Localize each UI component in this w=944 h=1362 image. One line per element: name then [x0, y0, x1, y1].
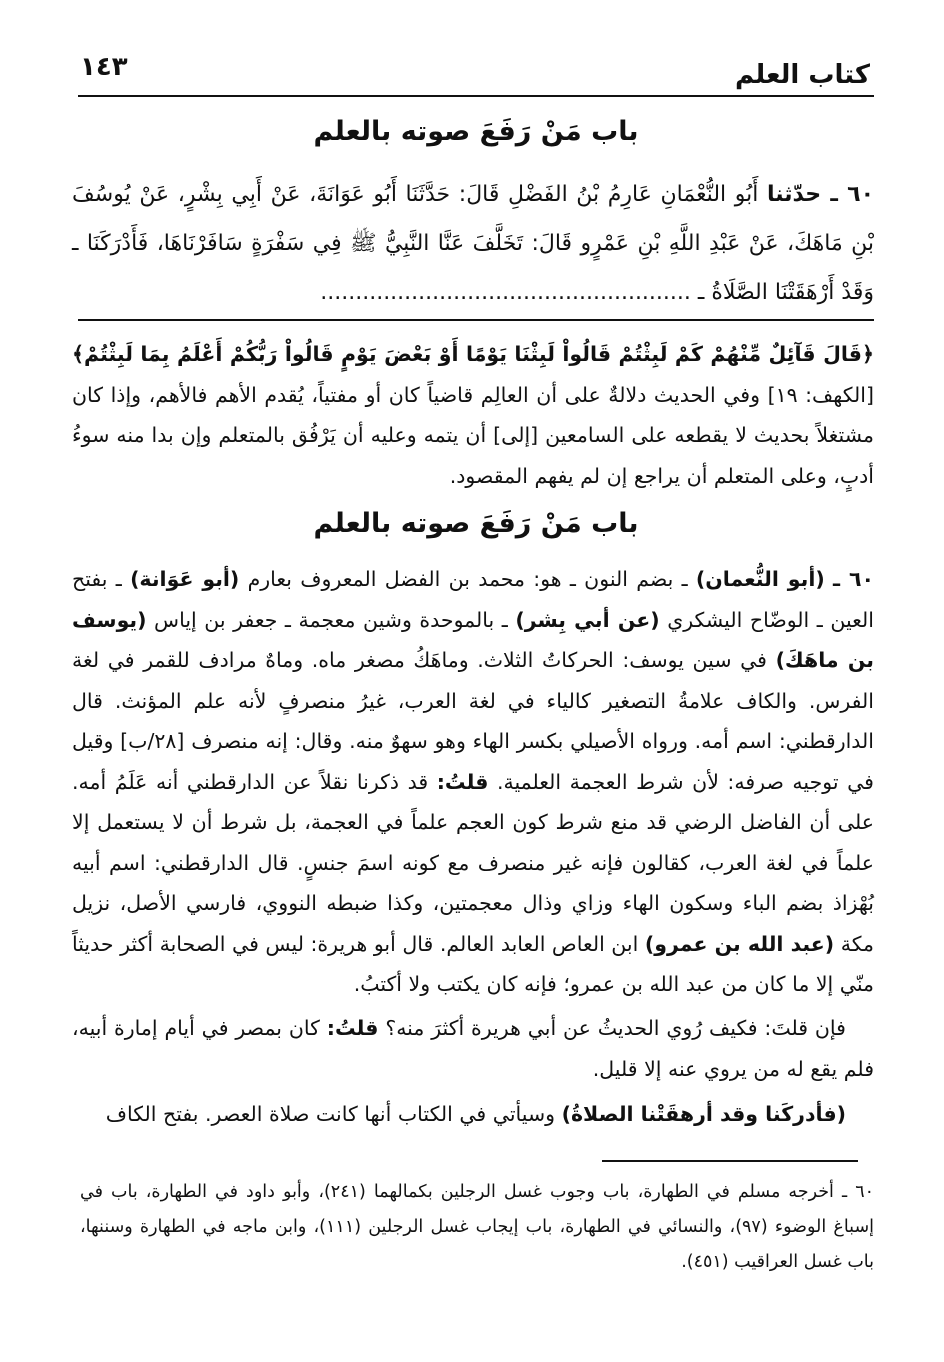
- running-header-title: كتاب العلم: [734, 60, 870, 90]
- lemma: (عبد الله بن عمرو): [644, 931, 835, 956]
- lemma: (فأدركَنا وقد أرهقَتْنا الصلاةُ): [561, 1102, 846, 1126]
- commentary-paragraph-2: [72, 1008, 874, 1089]
- lemma: (أبو النُّعمان): [695, 567, 825, 591]
- gloss: قد ذكرنا نقلاً عن الدارقطني أنه عَلَمُ أمه. على أن الفاضل الرضي قد منع شرط كون العجم علماً في العجمة، بل شرط أن لا يستعمل إلا علماً في لغة العرب، كقالون فإنه غير منصرف مع كونه اسمَ جنسٍ. قال الدارقطني: اسم أبيه بُهْزاذ بضم الباء وسكون الهاء وزاي وذال معجمتين، وكذا ضبطه النووي، فارسي الأصل، نزيل مكة: [72, 769, 874, 956]
- lemma: (يوسف بن ماهَكَ): [72, 607, 874, 672]
- hadith-body: أَبُو النُّعْمَانِ عَارِمُ بْنُ الفَضْلِ قَالَ: حَدَّثَنَا أَبُو عَوَانَةَ، عَنْ أَبِي بِشْرٍ، عَنْ يُوسُفَ بْنِ مَاهَكَ، عَنْ عَبْدِ اللَّهِ بْنِ عَمْرٍو قَالَ: تَخَلَّفَ عَنَّا النَّبِيُّ ﷺ فِي سَفْرَةٍ سَافَرْنَاهَا، فَأَدْرَكَنَا ـ وَقَدْ أَرْهَقَتْنَا الصَّلَاةُ ـ: [72, 182, 874, 305]
- hadith-number: ٦٠ ـ حدّثنا: [766, 182, 874, 207]
- header-rule: [78, 95, 874, 97]
- gloss: وسيأتي في الكتاب أنها كانت صلاة العصر. بفتح الكاف: [105, 1102, 562, 1126]
- gloss: فإن قلتَ: فكيف رُوي الحديثُ عن أبي هريرة أكثرَ منه؟: [378, 1016, 846, 1040]
- hadith-text: [72, 170, 874, 317]
- commentary-chapter-heading: باب مَنْ رَفَعَ صوته بالعلم: [313, 508, 639, 539]
- quran-reference: [الكهف: ١٩]: [767, 382, 874, 407]
- prior-commentary-text: وفي الحديث دلالةٌ على أن العالِم قاضياً كان أو مفتياً، يُقدم الأهم فالأهم، وإذا كان مشتغلاً بحديث لا يقطعه على السامعين [إلى] أن يتمه وعليه أن يَرْفُق بالمتعلم وإن بدا منه سوءُ أدبٍ، وعلى المتعلم أن يراجع إن لم يفهم المقصود.: [72, 382, 874, 488]
- gloss: ـ بفتح العين ـ الوضّاح اليشكري: [72, 567, 874, 632]
- commentary-paragraph-1: [72, 559, 874, 1005]
- hadith-ellipsis: .....................................................: [320, 280, 691, 305]
- gloss: ـ بضم النون ـ هو: محمد بن الفضل المعروف بعارم: [239, 567, 696, 591]
- gloss: ابن العاص العابد العالم. قال أبو هريرة: ليس في الصحابة أكثر حديثاً منّي إلا ما كان من عبد الله بن عمرو؛ فإنه كان يكتب ولا أكتبُ.: [72, 931, 874, 996]
- gloss: في سين يوسف: الحركاتُ الثلاث. وماهَكُ مصغر ماه. وماهٌ مرادف للقمر في لغة الفرس. والكاف علامةُ التصغير كالياء في لغة العرب، غيرُ منصرفٍ لأنه علم المؤنث. قال الدارقطني: اسم أمه. ورواه الأصيلي بكسر الهاء وهو سهوٌ منه. وقال: إنه منصرف [٢٨/ب] وقيل في توجيه صرفه: لأن شرط العجمة العلمية.: [72, 648, 874, 794]
- lemma: (عن أبي بِشر): [515, 607, 660, 632]
- qultu-marker: قلتُ:: [436, 769, 489, 794]
- hadith-chapter-heading: باب مَنْ رَفَعَ صوته بالعلم: [313, 116, 639, 147]
- footnote-rule: [602, 1160, 858, 1162]
- prior-commentary: [72, 334, 874, 496]
- commentary-number: ٦٠ ـ: [833, 567, 874, 591]
- gloss: كان بمصر في أيام إمارة أبيه، فلم يقع له من يروي عنه إلا قليل.: [72, 1016, 874, 1081]
- page-number: ١٤٣: [80, 52, 128, 82]
- gloss: ـ بالموحدة وشين معجمة ـ جعفر بن إياس: [146, 607, 516, 632]
- footnote: ٦٠ ـ أخرجه مسلم في الطهارة، باب وجوب غسل الرجلين بكمالهما (٢٤١)، وأبو داود في الطهارة، باب في إسباغ الوضوء (٩٧)، والنسائي في الطهارة، باب إيجاب غسل الرجلين (١١١)، وابن ماجه في الطهارة وسننها، باب غسل العراقيب (٤٥١).: [80, 1182, 874, 1272]
- commentary-paragraph-3: [72, 1094, 874, 1135]
- qultu-marker: قلتُ:: [326, 1016, 379, 1040]
- quran-verse: ﴿قَالَ قَآئِلٌ مِّنْهُمْ كَمْ لَبِثْتُمْ قَالُواْ لَبِثْنَا يَوْمًا أَوْ بَعْضَ يَوْمٍ قَالُواْ رَبُّكُمْ أَعْلَمُ بِمَا لَبِثْتُمْ﴾: [72, 342, 874, 366]
- section-divider: [78, 319, 874, 321]
- lemma: (أبو عَوَانة): [130, 567, 240, 591]
